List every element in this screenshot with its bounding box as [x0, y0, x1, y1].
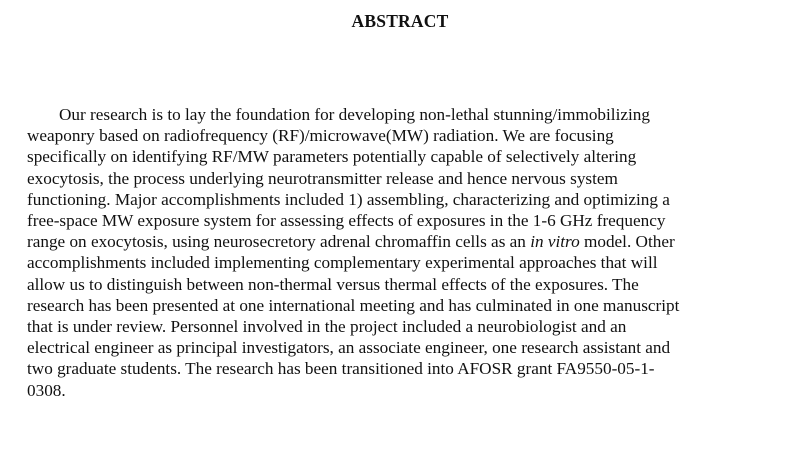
abstract-line: electrical engineer as principal investigators, an associate engineer, one research assistant and — [27, 338, 671, 358]
abstract-line — [27, 231, 797, 252]
abstract-line: 0308. — [27, 380, 66, 400]
abstract-line-text: model. Other — [579, 232, 675, 252]
abstract-body — [27, 104, 797, 401]
abstract-line: specifically on identifying RF/MW parameters potentially capable of selectively altering — [27, 147, 637, 167]
abstract-line: Our research is to lay the foundation for developing non-lethal stunning/immobilizing — [59, 105, 650, 124]
abstract-line: exocytosis, the process underlying neurotransmitter release and hence nervous system — [27, 168, 618, 188]
abstract-line: that is under review. Personnel involved in the project included a neurobiologist and an — [27, 317, 627, 337]
abstract-line: accomplishments included implementing complementary experimental approaches that will — [27, 253, 658, 273]
abstract-line: allow us to distinguish between non-thermal versus thermal effects of the exposures. The — [27, 274, 639, 294]
abstract-heading: ABSTRACT — [351, 11, 449, 31]
abstract-line: two graduate students. The research has been transitioned into AFOSR grant FA9550-05-1- — [27, 359, 655, 379]
abstract-line: free-space MW exposure system for assessing effects of exposures in the 1-6 GHz frequency — [27, 211, 666, 231]
in-vitro-italic: in vitro — [530, 232, 580, 252]
abstract-line: weaponry based on radiofrequency (RF)/microwave(MW) radiation. We are focusing — [27, 126, 614, 146]
abstract-line: functioning. Major accomplishments included 1) assembling, characterizing and optimizing a — [27, 189, 670, 209]
abstract-line: research has been presented at one international meeting and has culminated in one manuscript — [27, 295, 680, 315]
abstract-line-text: range on exocytosis, using neurosecretory adrenal chromaffin cells as an — [27, 232, 526, 252]
